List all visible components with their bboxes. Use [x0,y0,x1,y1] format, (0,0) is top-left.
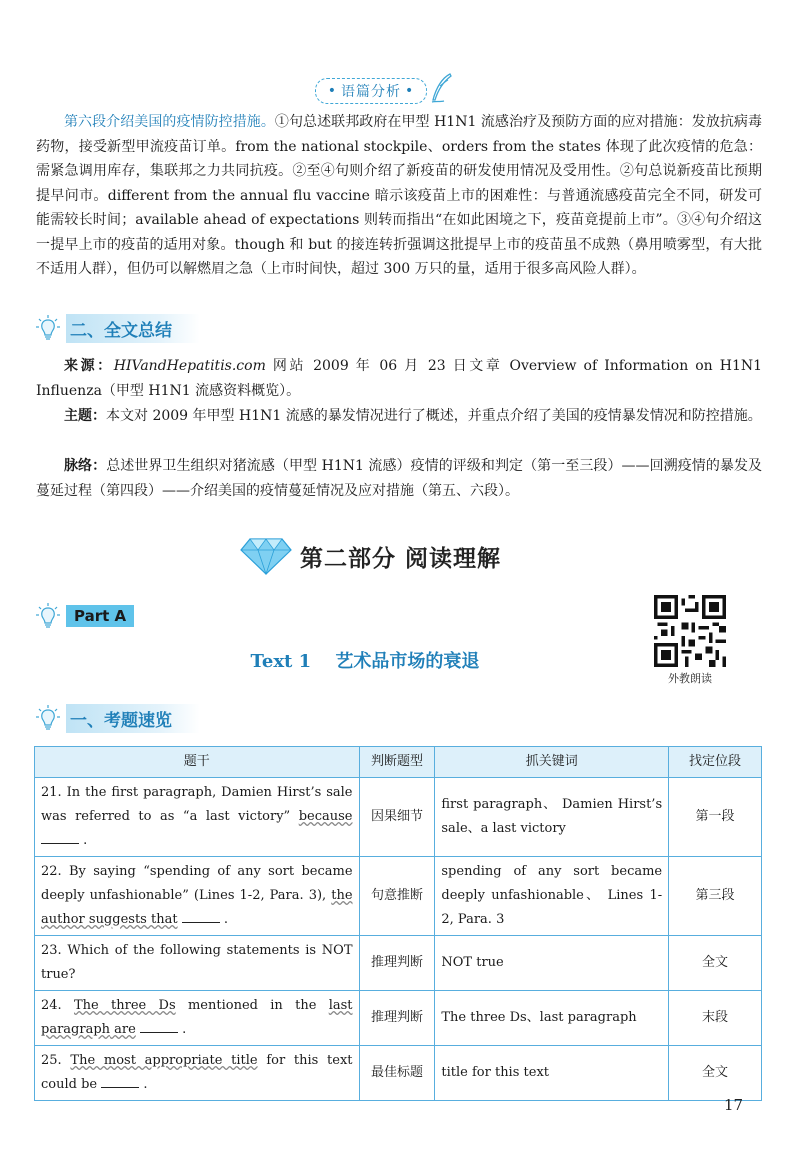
lightbulb-icon [36,704,60,732]
part-title-text: 第二部分 阅读理解 [300,545,502,572]
page-number: 17 [724,1096,744,1114]
keywords: title for this text [435,1046,669,1101]
table-row [35,857,762,936]
keywords: first paragraph、 Damien Hirst’s sale、a last victory [435,778,669,857]
stem-keyword: The three Ds [74,998,176,1013]
analysis-highlight: 第六段介绍美国的疫情防控措施。 [64,114,275,130]
source-site: HIVandHepatitis.com [113,358,266,374]
analysis-banner-label: 语篇分析 [341,84,401,100]
stem-keyword: last paragraph [41,998,353,1037]
table-header-row [35,747,762,778]
qr-code-icon[interactable] [654,595,726,667]
table-row [35,936,762,991]
question-type: 因果细节 [359,778,435,857]
keywords: NOT true [435,936,669,991]
context-paragraph [36,454,762,503]
table-row [35,778,762,857]
answer-blank [41,829,79,844]
analysis-body: ①句总述联邦政府在甲型 H1N1 流感治疗及预防方面的应对措施：发放抗病毒药物，接受新型甲流疫苗订单。from the national stockpile、orders from the states 体现了此次疫情的危急：需紧急调用库存，集联邦之力共同抗疫。②至④句则介绍了新疫苗的研发使用情况及受用性。②句总说新疫苗比预期提早问市。different from the annual flu vaccine 暗示该疫苗上市的困难性：与普通流感疫苗完全不同，研发可能需较长时间；available ahead of expectations 则转而指出“在如此困境之下，疫苗竟提前上市”。③④句介绍这一提早上市的疫苗的适用对象。though 和 but 的接连转折强调这批提早上市的疫苗虽不成熟（鼻用喷雾型，有大批不适用人群），但仍可以解燃眉之急（上市时间快，超过 300 万只的量，适用于很多高风险人群）。 [36,114,762,277]
theme-label: 主题： [64,408,106,424]
question-type: 最佳标题 [359,1046,435,1101]
source-text: 网站 2009 年 06 月 23 日文章 Overview of Information on H1N1 Influenza（甲型 H1N1 流感资料概览）。 [36,358,763,399]
overview-heading [36,704,200,732]
question-type: 推理判断 [359,991,435,1046]
overview-heading-label: 一、考题速览 [66,704,200,733]
lightbulb-icon [36,314,60,342]
part-title [240,536,570,576]
banner-dot-left: • [327,83,337,99]
theme-text: 本文对 2009 年甲型 H1N1 流感的暴发情况进行了概述，并重点介绍了美国的疫情暴发情况和防控措施。 [106,408,762,424]
stem-keyword: are [110,1022,136,1037]
answer-blank [140,1018,178,1033]
header-keywords: 抓关键词 [435,747,669,778]
stem-text: 21. In the first paragraph, Damien Hirst’s sale was referred to as “a last victory” [41,785,353,824]
summary-heading-label: 二、全文总结 [66,314,200,343]
question-stem [35,991,360,1046]
question-stem [35,778,360,857]
header-stem: 题干 [35,747,360,778]
stem-text: 23. Which of the following statements is NOT true? [41,943,353,982]
text-title: Text 1 艺术品市场的衰退 [250,651,480,672]
stem-keyword: because [298,809,353,824]
location: 第一段 [669,778,762,857]
source-paragraph [36,354,762,403]
stem-end: . [219,912,228,927]
location: 全文 [669,1046,762,1101]
diamond-icon [240,537,292,575]
stem-end: . [177,1022,187,1037]
location: 第三段 [669,857,762,936]
stem-text: 22. By saying “spending of any sort became deeply unfashionable” (Lines 1-2, Para. 3), [41,864,353,903]
answer-blank [182,908,220,923]
keywords: The three Ds、last paragraph [435,991,669,1046]
context-label: 脉络： [64,458,107,474]
question-overview-table [34,746,762,1101]
stem-text-mid: mentioned in the [175,998,329,1013]
theme-paragraph [36,404,762,429]
summary-heading [36,314,200,342]
location: 末段 [669,991,762,1046]
stem-end: . [139,1077,148,1092]
stem-keyword: The most appropriate title [70,1053,258,1068]
table-row [35,991,762,1046]
stem-text-mid: for this text could be [41,1053,353,1092]
lightbulb-icon [36,602,60,630]
location: 全文 [669,936,762,991]
question-stem [35,936,360,991]
stem-text: 25. [41,1053,71,1068]
header-type: 判断题型 [359,747,435,778]
header-location: 找定位段 [669,747,762,778]
question-type: 句意推断 [359,857,435,936]
quill-icon [428,72,454,104]
table-row [35,1046,762,1101]
analysis-banner [315,78,427,104]
source-label: 来源： [64,358,114,374]
question-type: 推理判断 [359,936,435,991]
stem-keyword: the author suggests that [41,888,353,927]
question-stem [35,857,360,936]
qr-caption: 外教朗读 [668,672,712,685]
analysis-paragraph [36,110,762,282]
context-text: 总述世界卫生组织对猪流感（甲型 H1N1 流感）疫情的评级和判定（第一至三段）——回溯疫情的暴发及蔓延过程（第四段）——介绍美国的疫情蔓延情况及应对措施（第五、六段）。 [36,458,763,499]
stem-end: . [79,833,88,848]
question-stem [35,1046,360,1101]
banner-dot-right: • [405,83,415,99]
stem-text: 24. [41,998,74,1013]
keywords: spending of any sort became deeply unfashionable、 Lines 1-2, Para. 3 [435,857,669,936]
part-a-heading [36,602,134,630]
answer-blank [101,1073,139,1088]
part-a-label: Part A [66,605,134,627]
